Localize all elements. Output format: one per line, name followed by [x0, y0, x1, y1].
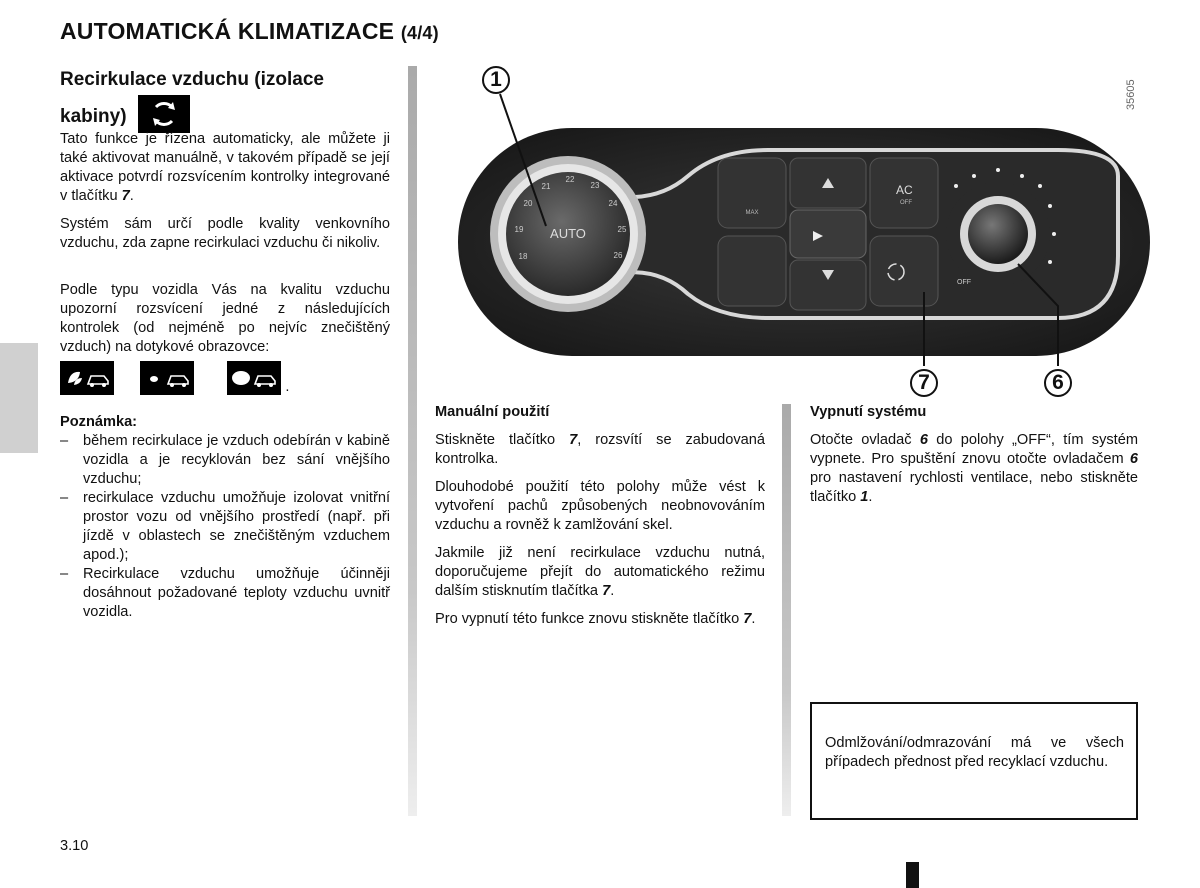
dial-tick-label: 23 [590, 181, 600, 190]
system-off-section [810, 403, 1138, 507]
section-heading-line1: Recirkulace vzduchu (izolace [60, 69, 324, 90]
text-run: Pro vypnutí této funkce znovu stiskněte tlačítko [435, 611, 744, 627]
text-run: Otočte ovladač [810, 432, 920, 448]
section-heading-line2-text: kabiny) [60, 106, 127, 128]
page-title [60, 18, 439, 45]
control-ref: 6 [1129, 451, 1138, 467]
max-label: MAX [745, 210, 759, 216]
column-divider-right [782, 404, 791, 816]
ac-off-label: OFF [900, 200, 912, 206]
recirculation-icon [138, 95, 190, 133]
button-ref: 7 [569, 432, 578, 448]
list-item: – Recirkulace vzduchu umožňuje účinněji dosáhnout požadované teploty vzduchu uvnitř vozidla. [60, 565, 390, 622]
defrost-priority-text: Odmlžování/odmrazování má ve všech případech přednost před recyklací vzduchu. [825, 735, 1124, 770]
text-run: . [610, 583, 615, 599]
button-ref: 7 [743, 611, 752, 627]
button-ref: 7 [602, 583, 611, 599]
dial-auto-label: AUTO [550, 226, 586, 241]
dial-tick-label: 26 [613, 251, 623, 260]
list-item: – recirkulace vzduchu umožňuje izolovat vnitřní prostor vozu od vnějšího prostředí (např. při jízdě v oblastech se znečištěným vzduchem apod.); [60, 489, 390, 565]
text-run: . [751, 611, 756, 627]
text-run: . [868, 489, 873, 505]
fan-down-button [790, 260, 866, 310]
paragraph-switch-off [435, 610, 765, 629]
dial-tick-label: 25 [617, 225, 627, 234]
air-quality-medium-icon [140, 361, 194, 395]
max-defrost-button [718, 158, 786, 228]
dial-tick-label: 19 [514, 225, 524, 234]
paragraph-system-decides: Systém sám určí podle kvality venkovního vzduchu, zda zapne recirkulaci vzduchu či nikoliv. [60, 216, 390, 251]
manual-use-section [435, 403, 765, 629]
text-run: . [129, 188, 134, 204]
dial-tick-label: 21 [541, 182, 551, 191]
list-item: – během recirkulace je vzduch odebírán v kabině vozidla a je recyklován bez sání vnějšího vzduchu; [60, 432, 390, 489]
ac-label: AC [896, 183, 913, 197]
defrost-priority-note [810, 702, 1138, 820]
note-list [60, 432, 390, 622]
callout-7: 7 [910, 369, 938, 397]
callout-6: 6 [1044, 369, 1072, 397]
text-run: pro nastavení rychlosti ventilace, nebo stiskněte tlačítko [810, 470, 1138, 505]
system-off-heading: Vypnutí systému [810, 404, 927, 420]
paragraph-auto-function [60, 130, 390, 206]
figure-ref-code: 35605 [1125, 79, 1137, 110]
note-title: Poznámka: [60, 414, 138, 430]
dial-tick-label: 20 [523, 199, 533, 208]
air-distribution-button [790, 210, 866, 258]
paragraph-system-off [810, 431, 1138, 507]
button-ref: 7 [121, 188, 130, 204]
page-number: 3.10 [60, 838, 89, 854]
section-heading [60, 62, 390, 136]
page-title-suffix: (4/4) [400, 23, 439, 43]
column-divider-left [408, 66, 417, 816]
text-run: Jakmile již není recirkulace vzduchu nutná, doporučujeme přejít do automatického režimu dalším stisknutím tlačítka [435, 545, 765, 599]
paragraph-air-quality: Podle typu vozidla Vás na kvalitu vzduchu upozorní rozsvícení jedné z následujících kontrolek (od nejméně po nejvíc znečištěný vzduch) na dotykové obrazovce: [60, 282, 390, 355]
knob-off-label: OFF [957, 279, 971, 286]
text-run: Stiskněte tlačítko [435, 432, 570, 448]
manual-use-heading: Manuální použití [435, 404, 550, 420]
air-quality-polluted-icon [227, 361, 281, 395]
control-ref: 6 [919, 432, 928, 448]
page-edge-marker [906, 862, 919, 888]
air-quality-clean-icon [60, 361, 114, 395]
paragraph-back-to-auto [435, 544, 765, 601]
dial-tick-label: 24 [608, 199, 618, 208]
fan-speed-knob [968, 204, 1028, 264]
text-run: do polohy „OFF“, tím systém vypnete. Pro spuštění znovu otočte ovladačem [810, 432, 1139, 467]
text-run: Tato funkce je řízena automaticky, ale můžete ji také aktivovat manuálně, v takovém případě se její aktivace potvrdí rozsvícením kontrolky integrované v tlačítku [60, 131, 390, 204]
button-ref: 1 [860, 489, 869, 505]
note-section [60, 413, 390, 622]
paragraph-press-button [435, 431, 765, 469]
section-tab-marker [0, 343, 38, 453]
dial-tick-label: 18 [518, 252, 528, 261]
dial-tick-label: 22 [565, 175, 575, 184]
paragraph-long-term-use: Dlouhodobé použití této polohy může vést k vytvoření pachů způsobených neobnovováním vzduchu a rovněž k zamlžování skel. [435, 479, 765, 533]
climate-panel-figure [418, 66, 1190, 376]
rear-defrost-button [718, 236, 786, 306]
icons-trailing-period: . [285, 379, 290, 395]
page-title-text: AUTOMATICKÁ KLIMATIZACE [60, 18, 395, 44]
callout-1: 1 [482, 66, 510, 94]
text-run: , rozsvítí se zabudovaná kontrolka. [435, 432, 766, 467]
air-quality-icons [60, 361, 289, 395]
